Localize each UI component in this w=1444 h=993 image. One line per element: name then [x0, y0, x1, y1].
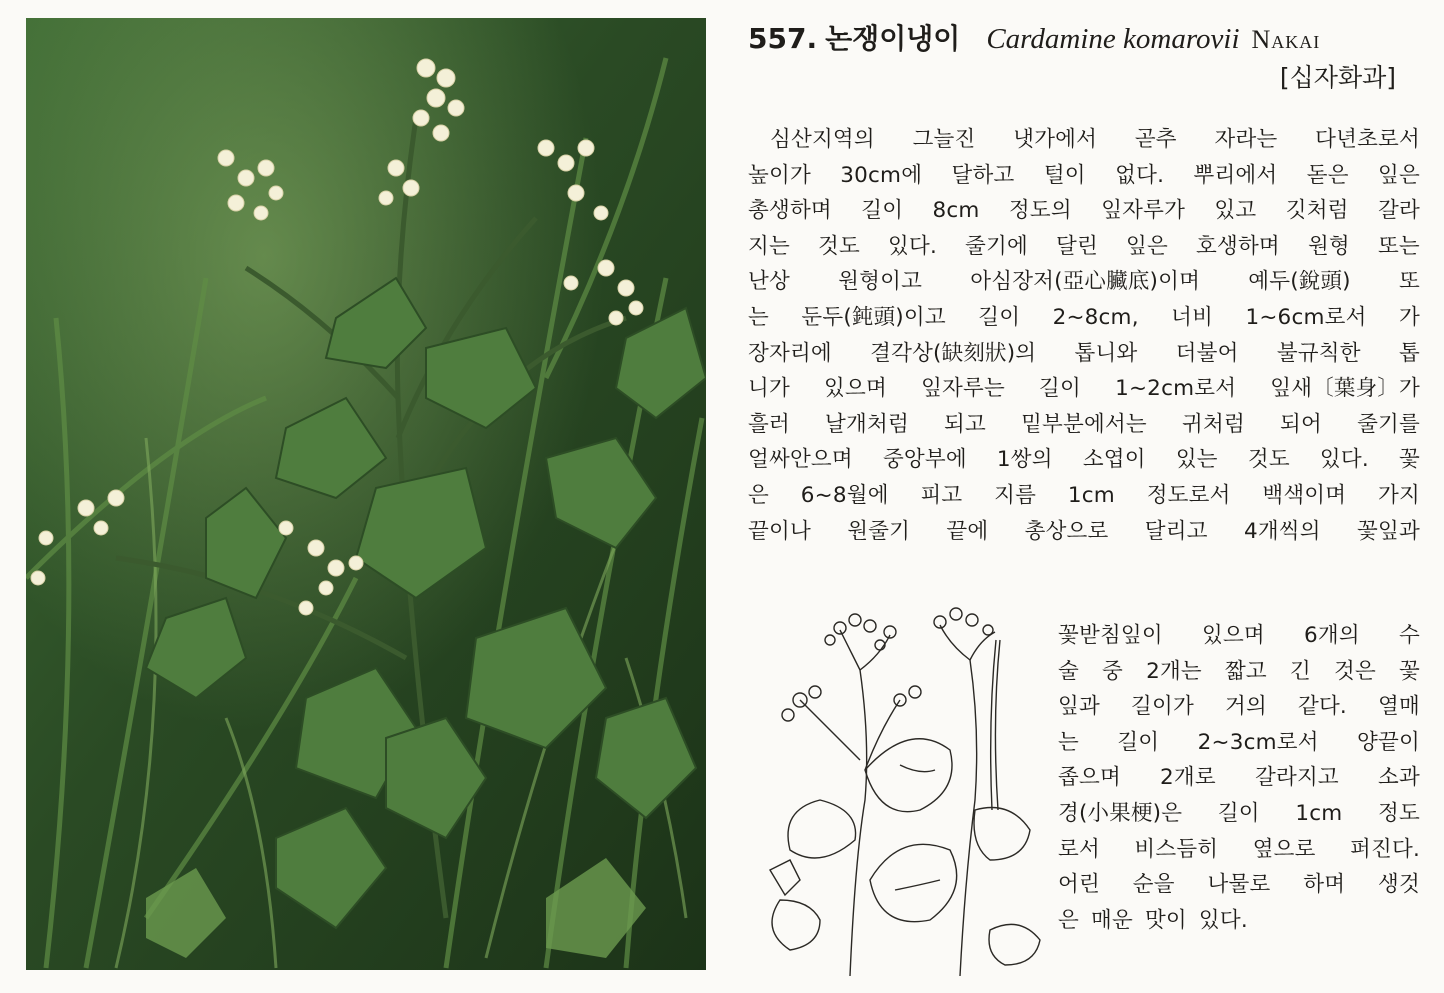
description-line: 총생하며 길이 8cm 정도의 잎자루가 있고 깃처럼 갈라 [748, 198, 1420, 224]
description-line: 꽃받침잎이 있으며 6개의 수 [1058, 623, 1420, 648]
plant-photo [26, 18, 706, 970]
korean-name: 논쟁이냉이 [825, 22, 961, 55]
description-line: 높이가 30cm에 달하고 털이 없다. 뿌리에서 돋은 잎은 [748, 162, 1420, 188]
description-line: 은 매운 맛이 있다. [1058, 907, 1248, 933]
description-line: 난상 원형이고 아심장저(亞心臟底)이며 예두(銳頭) 또 [748, 269, 1420, 295]
scientific-name: Cardamine komarovii [986, 23, 1240, 55]
description-line: 어린 순을 나물로 하며 생것 [1058, 872, 1420, 898]
description-line: 얼싸안으며 중앙부에 1쌍의 소엽이 있는 것도 있다. 꽃 [748, 447, 1420, 473]
description-line: 경(小果梗)은 길이 1cm 정도 [1058, 800, 1420, 826]
description-wide [748, 122, 1420, 549]
description-line: 심산지역의 그늘진 냇가에서 곧추 자라는 다년초로서 [770, 127, 1420, 152]
author-name: Nakai [1251, 25, 1321, 54]
description-line: 은 6~8월에 피고 지름 1cm 정도로서 백색이며 가지 [748, 482, 1420, 508]
botanical-illustration [760, 600, 1050, 976]
description-line: 는 길이 2~3cm로서 양끝이 [1058, 729, 1420, 755]
description-line: 좁으며 2개로 갈라지고 소과 [1058, 765, 1420, 791]
description-line: 로서 비스듬히 옆으로 퍼진다. [1058, 836, 1420, 862]
family-name: [십자화과] [1279, 63, 1396, 92]
description-narrow [1058, 618, 1420, 938]
description-line: 는 둔두(鈍頭)이고 길이 2~8cm, 너비 1~6cm로서 가 [748, 304, 1420, 330]
description-line: 흘러 날개처럼 되고 밑부분에서는 귀처럼 되어 줄기를 [748, 411, 1420, 437]
entry-number: 557. [748, 22, 818, 55]
description-line: 끝이나 원줄기 끝에 총상으로 달리고 4개씩의 꽃잎과 [748, 518, 1420, 544]
description-line: 지는 것도 있다. 줄기에 달린 잎은 호생하며 원형 또는 [748, 233, 1420, 259]
entry-text [748, 22, 1424, 933]
description-line: 장자리에 결각상(缺刻狀)의 톱니와 더불어 불규칙한 톱 [748, 340, 1420, 366]
description-line: 잎과 길이가 거의 같다. 열매 [1058, 694, 1420, 720]
description-line: 니가 있으며 잎자루는 길이 1~2cm로서 잎새〔葉身〕가 [748, 376, 1420, 402]
entry-heading [748, 22, 1424, 57]
description-line: 술 중 2개는 짧고 긴 것은 꽃 [1058, 658, 1420, 684]
